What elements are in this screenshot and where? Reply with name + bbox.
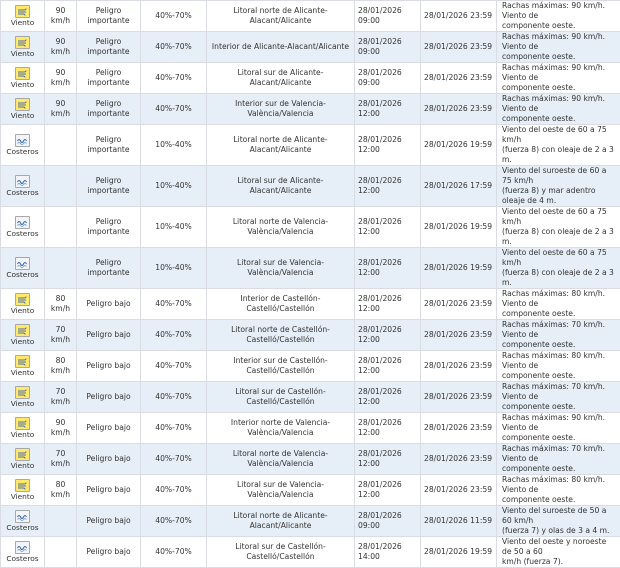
probability-cell: 40%-70% <box>141 413 207 444</box>
danger-level-cell: Peligro importante <box>77 166 141 207</box>
danger-level-cell: Peligro bajo <box>77 475 141 506</box>
speed-cell: 90 km/h <box>45 1 77 32</box>
probability-cell: 40%-70% <box>141 351 207 382</box>
type-label: Viento <box>1 19 44 27</box>
speed-cell <box>45 207 77 248</box>
description-cell: Rachas máximas: 80 km/h. Viento de componente oeste. <box>497 351 620 382</box>
warning-row <box>1 413 620 444</box>
speed-cell: 80 km/h <box>45 289 77 320</box>
speed-cell <box>45 506 77 537</box>
warning-row <box>1 444 620 475</box>
type-label: Viento <box>1 307 44 315</box>
wind-icon <box>15 98 30 111</box>
end-time-cell: 28/01/2026 23:59 <box>421 351 497 382</box>
probability-cell: 40%-70% <box>141 506 207 537</box>
danger-level-cell: Peligro importante <box>77 94 141 125</box>
danger-level-cell: Peligro importante <box>77 63 141 94</box>
description-cell: Rachas máximas: 80 km/h. Viento de componente oeste. <box>497 475 620 506</box>
type-label: Viento <box>1 462 44 470</box>
end-time-cell: 28/01/2026 23:59 <box>421 289 497 320</box>
description-cell: Viento del suroeste de 50 a 60 km/h (fuerza 7) y olas de 3 a 4 m. <box>497 506 620 537</box>
warning-row <box>1 63 620 94</box>
wind-icon <box>15 67 30 80</box>
speed-cell: 90 km/h <box>45 413 77 444</box>
type-cell <box>1 537 45 568</box>
probability-cell: 40%-70% <box>141 320 207 351</box>
wave-icon <box>15 510 30 523</box>
warning-row <box>1 125 620 166</box>
end-time-cell: 28/01/2026 17:59 <box>421 166 497 207</box>
type-label: Viento <box>1 369 44 377</box>
description-cell: Rachas máximas: 90 km/h. Viento de componente oeste. <box>497 413 620 444</box>
type-cell <box>1 475 45 506</box>
danger-level-cell: Peligro importante <box>77 207 141 248</box>
speed-cell <box>45 125 77 166</box>
speed-cell: 90 km/h <box>45 32 77 63</box>
type-label: Costeros <box>1 555 44 563</box>
type-label: Viento <box>1 400 44 408</box>
danger-level-cell: Peligro importante <box>77 32 141 63</box>
probability-cell: 40%-70% <box>141 63 207 94</box>
zone-cell: Interior sur de Valencia-València/Valencia <box>207 94 355 125</box>
danger-level-cell: Peligro bajo <box>77 413 141 444</box>
description-cell: Rachas máximas: 80 km/h. Viento de componente oeste. <box>497 289 620 320</box>
description-cell: Rachas máximas: 70 km/h. Viento de componente oeste. <box>497 444 620 475</box>
zone-cell: Litoral sur de Valencia-València/Valencia <box>207 248 355 289</box>
description-cell: Rachas máximas: 90 km/h. Viento de componente oeste. <box>497 94 620 125</box>
description-cell: Rachas máximas: 90 km/h. Viento de componente oeste. <box>497 63 620 94</box>
wind-icon <box>15 479 30 492</box>
danger-level-cell: Peligro bajo <box>77 351 141 382</box>
description-cell: Viento del oeste de 60 a 75 km/h (fuerza 8) con oleaje de 2 a 3 m. <box>497 125 620 166</box>
warning-row <box>1 289 620 320</box>
zone-cell: Litoral sur de Alicante-Alacant/Alicante <box>207 166 355 207</box>
description-cell: Rachas máximas: 90 km/h. Viento de componente oeste. <box>497 32 620 63</box>
speed-cell: 80 km/h <box>45 475 77 506</box>
speed-cell: 80 km/h <box>45 351 77 382</box>
warning-row <box>1 320 620 351</box>
start-time-cell: 28/01/2026 09:00 <box>355 506 421 537</box>
end-time-cell: 28/01/2026 23:59 <box>421 32 497 63</box>
type-label: Viento <box>1 50 44 58</box>
start-time-cell: 28/01/2026 09:00 <box>355 32 421 63</box>
wind-icon <box>15 5 30 18</box>
danger-level-cell: Peligro bajo <box>77 320 141 351</box>
danger-level-cell: Peligro bajo <box>77 289 141 320</box>
warning-row <box>1 1 620 32</box>
probability-cell: 40%-70% <box>141 94 207 125</box>
type-cell <box>1 289 45 320</box>
end-time-cell: 28/01/2026 11:59 <box>421 506 497 537</box>
zone-cell: Interior de Castellón- Castelló/Castellón <box>207 289 355 320</box>
description-cell: Rachas máximas: 70 km/h. Viento de componente oeste. <box>497 382 620 413</box>
end-time-cell: 28/01/2026 23:59 <box>421 63 497 94</box>
zone-cell: Interior de Alicante-Alacant/Alicante <box>207 32 355 63</box>
probability-cell: 40%-70% <box>141 1 207 32</box>
type-label: Costeros <box>1 271 44 279</box>
probability-cell: 10%-40% <box>141 166 207 207</box>
speed-cell: 70 km/h <box>45 444 77 475</box>
start-time-cell: 28/01/2026 12:00 <box>355 207 421 248</box>
warning-row <box>1 32 620 63</box>
warning-row <box>1 248 620 289</box>
warning-row <box>1 207 620 248</box>
danger-level-cell: Peligro importante <box>77 248 141 289</box>
danger-level-cell: Peligro importante <box>77 125 141 166</box>
end-time-cell: 28/01/2026 19:59 <box>421 207 497 248</box>
type-label: Viento <box>1 81 44 89</box>
speed-cell <box>45 537 77 568</box>
start-time-cell: 28/01/2026 12:00 <box>355 166 421 207</box>
wave-icon <box>15 541 30 554</box>
start-time-cell: 28/01/2026 12:00 <box>355 289 421 320</box>
probability-cell: 10%-40% <box>141 207 207 248</box>
warning-row <box>1 475 620 506</box>
type-cell <box>1 248 45 289</box>
type-cell <box>1 320 45 351</box>
speed-cell <box>45 248 77 289</box>
zone-cell: Litoral norte de Alicante-Alacant/Alicante <box>207 506 355 537</box>
type-label: Viento <box>1 112 44 120</box>
zone-cell: Litoral norte de Valencia-València/Valencia <box>207 444 355 475</box>
wind-icon <box>15 324 30 337</box>
speed-cell: 90 km/h <box>45 94 77 125</box>
speed-cell: 70 km/h <box>45 382 77 413</box>
end-time-cell: 28/01/2026 23:59 <box>421 444 497 475</box>
wind-icon <box>15 448 30 461</box>
type-label: Costeros <box>1 189 44 197</box>
type-cell <box>1 63 45 94</box>
zone-cell: Litoral sur de Castellón-Castelló/Castellón <box>207 382 355 413</box>
type-label: Costeros <box>1 524 44 532</box>
wind-icon <box>15 293 30 306</box>
probability-cell: 40%-70% <box>141 382 207 413</box>
zone-cell: Litoral norte de Alicante-Alacant/Alicante <box>207 125 355 166</box>
end-time-cell: 28/01/2026 23:59 <box>421 1 497 32</box>
warning-row <box>1 506 620 537</box>
description-cell: Viento del oeste de 60 a 75 km/h (fuerza 8) con oleaje de 2 a 3 m. <box>497 248 620 289</box>
start-time-cell: 28/01/2026 12:00 <box>355 320 421 351</box>
wind-icon <box>15 36 30 49</box>
type-cell <box>1 94 45 125</box>
zone-cell: Litoral norte de Valencia-València/Valencia <box>207 207 355 248</box>
description-cell: Rachas máximas: 70 km/h. Viento de componente oeste. <box>497 320 620 351</box>
start-time-cell: 28/01/2026 09:00 <box>355 1 421 32</box>
end-time-cell: 28/01/2026 23:59 <box>421 475 497 506</box>
end-time-cell: 28/01/2026 23:59 <box>421 94 497 125</box>
zone-cell: Litoral norte de Alicante-Alacant/Alicante <box>207 1 355 32</box>
probability-cell: 10%-40% <box>141 248 207 289</box>
zone-cell: Interior norte de Valencia- València/Valencia <box>207 413 355 444</box>
end-time-cell: 28/01/2026 19:59 <box>421 125 497 166</box>
type-cell <box>1 125 45 166</box>
type-label: Viento <box>1 493 44 501</box>
type-label: Viento <box>1 431 44 439</box>
probability-cell: 40%-70% <box>141 475 207 506</box>
start-time-cell: 28/01/2026 09:00 <box>355 63 421 94</box>
type-cell <box>1 1 45 32</box>
warning-row <box>1 537 620 568</box>
start-time-cell: 28/01/2026 12:00 <box>355 94 421 125</box>
start-time-cell: 28/01/2026 12:00 <box>355 382 421 413</box>
description-cell: Viento del oeste y noroeste de 50 a 60 km/h (fuerza 7). <box>497 537 620 568</box>
zone-cell: Interior sur de Castellón- Castelló/Castellón <box>207 351 355 382</box>
wind-icon <box>15 355 30 368</box>
danger-level-cell: Peligro bajo <box>77 537 141 568</box>
wind-icon <box>15 386 30 399</box>
end-time-cell: 28/01/2026 23:59 <box>421 413 497 444</box>
type-cell <box>1 444 45 475</box>
description-cell: Viento del suroeste de 60 a 75 km/h (fuerza 8) y mar adentro oleaje de 4 m. <box>497 166 620 207</box>
start-time-cell: 28/01/2026 12:00 <box>355 351 421 382</box>
warning-row <box>1 382 620 413</box>
wave-icon <box>15 257 30 270</box>
end-time-cell: 28/01/2026 19:59 <box>421 248 497 289</box>
wave-icon <box>15 175 30 188</box>
probability-cell: 40%-70% <box>141 537 207 568</box>
zone-cell: Litoral sur de Alicante-Alacant/Alicante <box>207 63 355 94</box>
start-time-cell: 28/01/2026 14:00 <box>355 537 421 568</box>
zone-cell: Litoral sur de Valencia-València/Valencia <box>207 475 355 506</box>
speed-cell: 70 km/h <box>45 320 77 351</box>
start-time-cell: 28/01/2026 12:00 <box>355 444 421 475</box>
warning-row <box>1 351 620 382</box>
type-cell <box>1 413 45 444</box>
start-time-cell: 28/01/2026 12:00 <box>355 413 421 444</box>
start-time-cell: 28/01/2026 12:00 <box>355 475 421 506</box>
zone-cell: Litoral norte de Castellón- Castelló/Castellón <box>207 320 355 351</box>
type-cell <box>1 166 45 207</box>
probability-cell: 10%-40% <box>141 125 207 166</box>
type-cell <box>1 32 45 63</box>
warning-row <box>1 94 620 125</box>
start-time-cell: 28/01/2026 12:00 <box>355 125 421 166</box>
type-label: Viento <box>1 338 44 346</box>
start-time-cell: 28/01/2026 12:00 <box>355 248 421 289</box>
wave-icon <box>15 134 30 147</box>
zone-cell: Litoral sur de Castellón-Castelló/Castellón <box>207 537 355 568</box>
speed-cell: 90 km/h <box>45 63 77 94</box>
end-time-cell: 28/01/2026 23:59 <box>421 320 497 351</box>
type-cell <box>1 382 45 413</box>
type-label: Costeros <box>1 230 44 238</box>
speed-cell <box>45 166 77 207</box>
description-cell: Viento del oeste de 60 a 75 km/h (fuerza 8) con oleaje de 2 a 3 m. <box>497 207 620 248</box>
danger-level-cell: Peligro bajo <box>77 506 141 537</box>
type-label: Costeros <box>1 148 44 156</box>
end-time-cell: 28/01/2026 19:59 <box>421 537 497 568</box>
description-cell: Rachas máximas: 90 km/h. Viento de componente oeste. <box>497 1 620 32</box>
wind-icon <box>15 417 30 430</box>
type-cell <box>1 207 45 248</box>
type-cell <box>1 506 45 537</box>
warnings-table-body <box>1 1 620 568</box>
probability-cell: 40%-70% <box>141 32 207 63</box>
danger-level-cell: Peligro bajo <box>77 444 141 475</box>
probability-cell: 40%-70% <box>141 444 207 475</box>
wave-icon <box>15 216 30 229</box>
danger-level-cell: Peligro bajo <box>77 382 141 413</box>
probability-cell: 40%-70% <box>141 289 207 320</box>
end-time-cell: 28/01/2026 23:59 <box>421 382 497 413</box>
type-cell <box>1 351 45 382</box>
warning-row <box>1 166 620 207</box>
danger-level-cell: Peligro importante <box>77 1 141 32</box>
